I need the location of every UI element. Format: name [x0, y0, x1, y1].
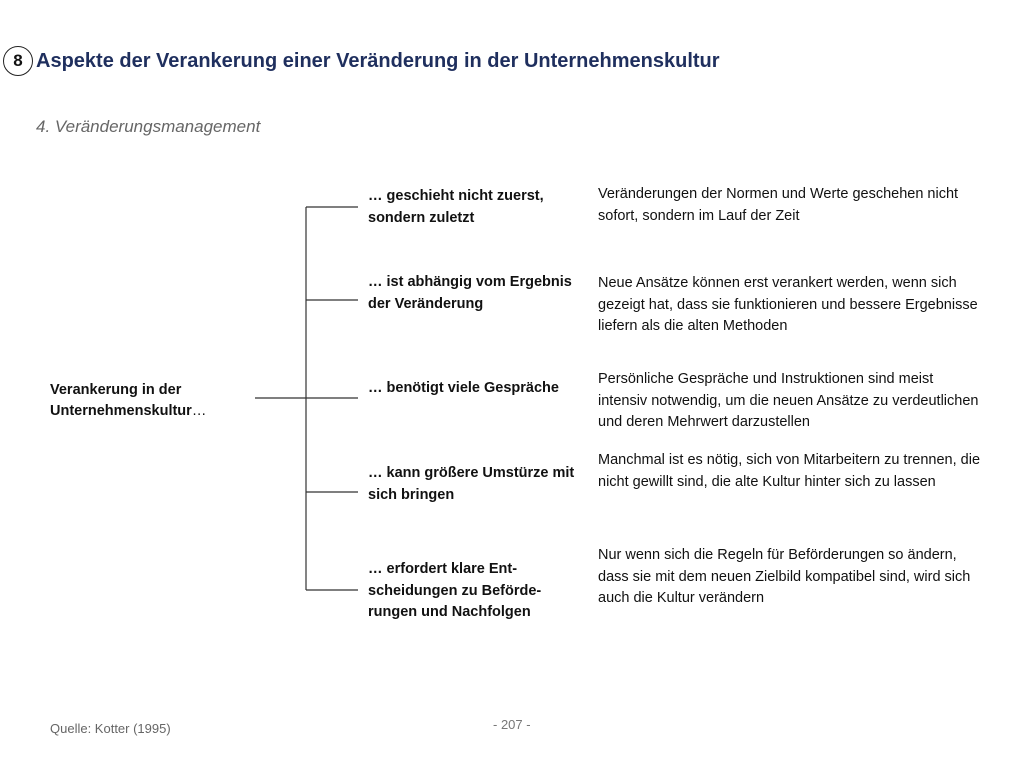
branch-description-2: Neue Ansätze können erst verankert werden, wenn sich gezeigt hat, dass sie funktionieren und bessere Ergebnisse liefern als die alten Methoden	[598, 275, 978, 334]
branch-label-5: … erfordert klare Ent-scheidungen zu Beförde-rungen und Nachfolgen	[368, 561, 542, 620]
branch-label-2: … ist abhängig vom Ergebnis der Veränderung	[368, 274, 572, 312]
page-title: Aspekte der Verankerung einer Veränderung in der Unternehmenskultur	[36, 50, 720, 72]
source-citation: Quelle: Kotter (1995)	[50, 721, 171, 736]
branch-description-5: Nur wenn sich die Regeln für Beförderungen so ändern, dass sie mit dem neuen Zielbild kompatibel sind, wird sich auch die Kultur verändern	[598, 547, 971, 606]
branch-label-1: … geschieht nicht zuerst, sondern zuletzt	[368, 188, 544, 226]
slide-number-badge: 8	[3, 46, 33, 76]
branch-label-3: … benötigt viele Gespräche	[368, 380, 559, 396]
root-node-label	[50, 380, 250, 422]
branch-label-4: … kann größere Umstürze mit sich bringen	[368, 465, 575, 503]
section-subtitle: 4. Veränderungsmanagement	[36, 117, 261, 136]
branch-description-4: Manchmal ist es nötig, sich von Mitarbeitern zu trennen, die nicht gewillt sind, die alte Kultur hinter sich zu lassen	[598, 452, 981, 490]
branch-description-1: Veränderungen der Normen und Werte geschehen nicht sofort, sondern im Lauf der Zeit	[598, 186, 959, 224]
page-number: - 207 -	[493, 717, 531, 732]
root-node-text: Verankerung in der Unternehmenskultur	[50, 382, 192, 419]
root-node-ellipsis: …	[191, 403, 207, 419]
branch-description-3: Persönliche Gespräche und Instruktionen sind meist intensiv notwendig, um die neuen Ansätze zu verdeutlichen und deren Mehrwert darzustellen	[598, 371, 979, 430]
